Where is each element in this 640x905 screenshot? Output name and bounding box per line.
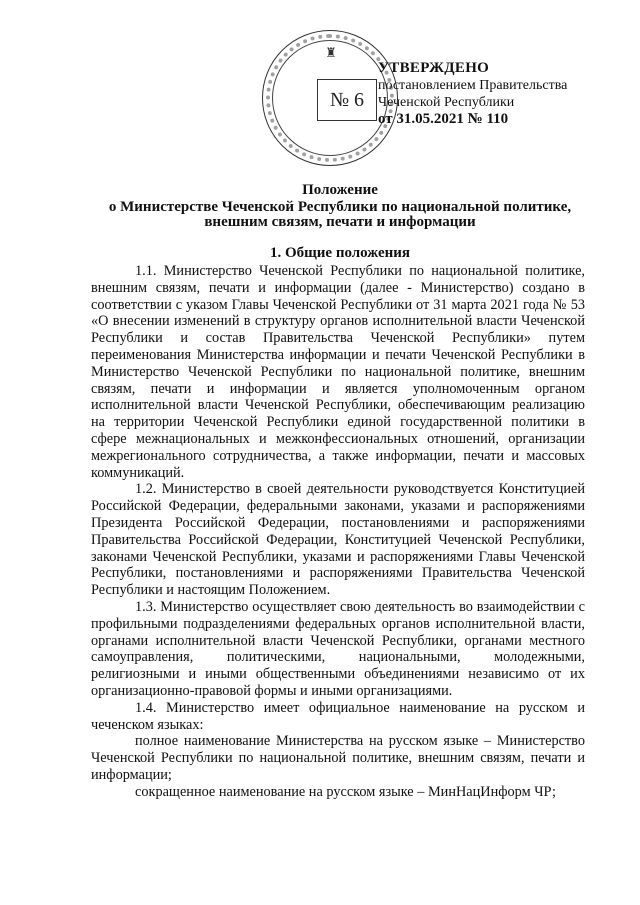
approval-block [378,60,628,128]
seal-number: № 6 [317,79,377,121]
document-body [91,263,585,801]
approval-date-number: от 31.05.2021 № 110 [378,111,509,127]
paragraph-1-2: 1.2. Министерство в своей деятельности руководствуется Конституцией Российской Федерации, федеральными законами, указами и распоряжениями Президента Российской Федерации, постановлениями и распоряжениями Правительства Российской Федерации, Конституцией Чеченской Республики, законами Чеченской Республики, указами и распоряжениями Главы Чеченской Республики, постановлениями и распоряжениями Правительства Чеченской Республики и настоящим Положением. [91,481,585,599]
section-heading: 1. Общие положения [269,245,411,261]
paragraph-1-4: 1.4. Министерство имеет официальное наименование на русском и чеченском языках: [91,699,585,733]
document-title: Положение [302,182,378,198]
document-subtitle-line-1: о Министерстве Чеченской Республики по национальной политике, [108,199,572,215]
document-subtitle-line-2: внешним связям, печати и информации [204,214,476,230]
approval-line-2: Чеченской Республики [378,95,515,110]
paragraph-full-name: полное наименование Министерства на русском языке – Министерство Чеченской Республики по национальной политике, внешним связям, печати и информации; [91,733,585,783]
approval-heading: УТВЕРЖДЕНО [378,60,490,76]
paragraph-1-1: 1.1. Министерство Чеченской Республики по национальной политике, внешним связям, печати и информации (далее - Министерство) создано в соответствии с указом Главы Чеченской Республики от 31 марта 2021 года № 53 «О внесении изменений в структуру органов исполнительной власти Чеченской Республики и состав Правительства Чеченской Республики» путем переименования Министерства информации и печати Чеченской Республики в Министерство Чеченской Республики по национальной политике, внешним связям, печати и информации и является уполномоченным органом исполнительной власти Чеченской Республики, обеспечивающим реализацию на территории Чеченской Республики единой государственной политики в сфере межнациональных и межконфессиональных отношений, организации межрегионального сотрудничества, а также информации, печати и массовых коммуникаций. [91,263,585,481]
approval-line-1: постановлением Правительства [378,78,568,93]
seal-crest-icon: ♜ [325,45,337,60]
paragraph-short-name: сокращенное наименование на русском языке – МинНацИнформ ЧР; [135,783,556,800]
paragraph-1-3: 1.3. Министерство осуществляет свою деятельность во взаимодействии с профильными подразделениями федеральных органов исполнительной власти, органами исполнительной власти Чеченской Республики, органами местного самоуправления, политическими, национальными, молодежными, религиозными и иными общественными объединениями независимо от их организационно-правовой формы и иными организациями. [91,598,585,699]
